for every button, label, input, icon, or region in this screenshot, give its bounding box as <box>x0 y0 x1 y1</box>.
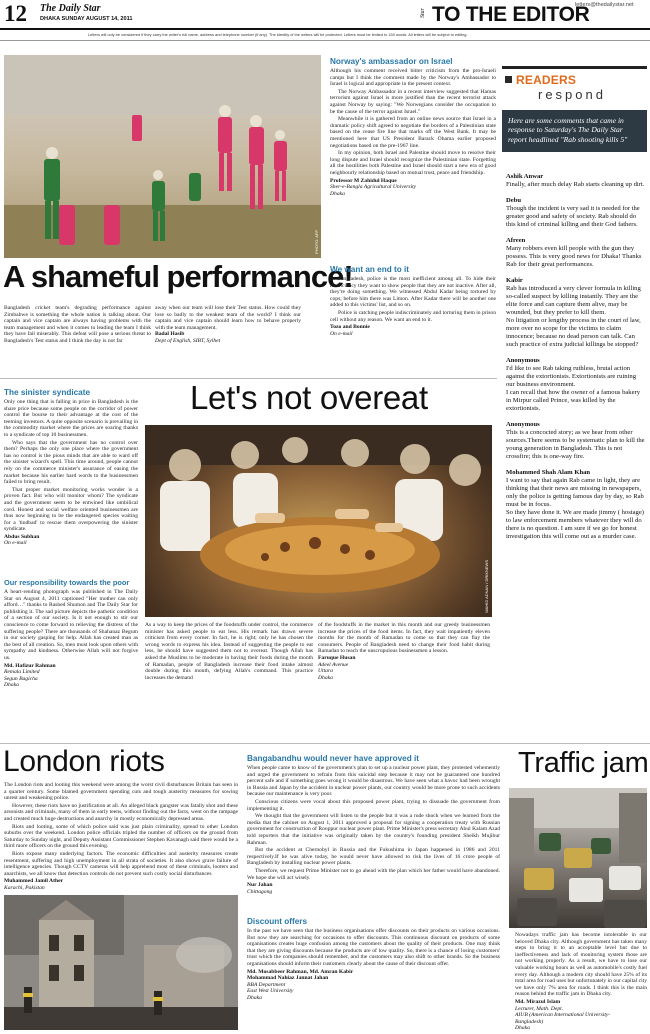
norway-letter <box>330 57 496 197</box>
norway-affiliation: Sher-e-Bangla Agricultural University <box>330 184 417 191</box>
overeat-author: Faruque Husan <box>318 654 356 661</box>
reader-text: This is a concocted story; as we hear from other sources.There seems to be systematic plan to kill the young generation in Bangladesh. This is not crossfire; this is one-way fire. <box>506 429 645 460</box>
sinister-affiliation: On e-mail <box>4 540 27 547</box>
sinister-title: The sinister syndicate <box>4 388 91 397</box>
london-headline: London riots <box>3 745 165 778</box>
bangabandhu-letter <box>247 754 500 895</box>
cricket-author: Badal Hasib <box>155 331 185 338</box>
overeat-col2-text: of the foodstuffs in the market in this month and our greedy businessmen increase the prices of the food items. In fact, they wait impatiently eleven months for the month of Ramadan to come so that they can flay the consumers. People of Bangladesh need to change their food habit during Ramadan to teach the unscrupulous businessmen a lesson. <box>318 622 490 655</box>
poverty-para: A heart-rending photograph was published in The Daily Star on August 4, 2011 captioned "Her mother can only afford…" thanks to Rashed Shumon and The Daily Star for publishing it. The sad picture depicts the pathetic condition of a section of our society. Is it not enough to stir our conscience to come forward to relieving the distress of the suffering people? There are thousands of Shahanaz Begum in our society gasping for help. Allah has created man as the best of all creation. So, men must look upon others with sympathy and kindness. Otherwise Allah will not forgive us. <box>4 589 138 661</box>
masthead <box>0 0 650 26</box>
bangabandhu-affiliation: Chittagong <box>247 888 273 895</box>
overeat-photo-credit: WAHID ADNAN / DRIKNEWS <box>484 560 489 613</box>
overeat-aff2: Uttara <box>318 668 333 675</box>
bangabandhu-para: When people came to know of the government's plan to set up a nuclear power plant, they protested vehemently and urged the government to refrain from this suicidal step because it may not be guaranteed one hundred percent safe and if something goes wrong it would be disastrous. We have seen what a havoc had been wrought in Russia and Japan by the accident in nuclear power plants, our country would be more prone to such accidents because our maintenance is very poor. <box>247 765 500 798</box>
traffic-author: Md. Mirazul Islam <box>515 998 561 1005</box>
crowd-food-illustration <box>145 425 492 617</box>
readers-intro: Here are some comments that came in response to Saturday's The Daily Star report headlined "Rab shooting kills 5" <box>502 110 647 152</box>
police-para: Police is catching people indiscriminately and torturing them in prison cell without any reason. We want an end to it. <box>330 309 496 323</box>
readers-title: READERS <box>516 73 577 87</box>
police-author: Tozo and Bonnie <box>330 324 370 331</box>
poverty-aff3: Dhaka <box>4 682 19 689</box>
readers-respond-panel <box>502 66 647 752</box>
london-letter <box>4 782 238 892</box>
norway-para: Meanwhile it is gathered from an online news source that Israel in a dramatic policy shift agreed to negotiate the borders of a Palestinian state based on the cease fire line that marks off the West Bank. It may be mentioned here that US President Barack Obama earlier proposed negotiations based on the pre-1967 line. <box>330 116 496 149</box>
discount-author2: Mohammad Nahiaz Jannat Jahan <box>247 975 329 982</box>
page-number: 12 <box>4 1 27 26</box>
sinister-para: That proper market monitoring works wonder is a proven fact. But who will monitor whom? The syndicate and the government seem to be entwined like umbilical cord. Honest and social welfare oriented businessmen are thus now beginning to be the endangered species waiting for a 'tindbad' to rescue them overpowering the sinister syndicate. <box>4 486 138 533</box>
police-affiliation: On e-mail <box>330 330 353 337</box>
reader-name: Debu <box>506 197 522 204</box>
overeat-col1: As a way to keep the prices of the foodstuffs under control, the commerce minister has asked people to eat less. His remark has drawn severe criticism from every corner. In fact, he is right; only he has chosen the wrong words to express his idea. Instead of suggesting the people to eat less, he should have suggested them not to overeat. Though Allah has asked the Muslims to be moderate in having their foods during the month of Ramadan, people of Bangladesh increase their food intake almost double during this month, defying Allah's command. This practice increases the demand <box>145 622 313 681</box>
sinister-para: Who says that the government has no control over them? Perhaps the only one place where the government has no control is the pious minds that are able to ward off the sinister wizard's spell. This time around, people cannot rely on the commerce minister's assurance of easing the market because his earlier hard words to the businessmen failed to bring result. <box>4 439 138 486</box>
bangabandhu-para: We thought that the government will listen to the people but it was a rude shock when we learned from the media that the cabinet on August 1, 2011 approved a proposal for signing a cooperation treaty with Russian government for construction of Rooppur nuclear power plant. Prime Minister's press secretary Abul Kalam Azad told reporters that the initiative was originally taken by the country's founding president Sheikh Mujibur Rahman. <box>247 813 500 846</box>
reader-comment <box>506 197 646 229</box>
poverty-aff2: Segun Bagicha <box>4 675 38 682</box>
bangabandhu-para: Therefore, we request Prime Minister not to go ahead with the plan which her father would have abandoned. We hope she will act wisely. <box>247 867 500 881</box>
discount-aff3: Dhaka <box>247 994 262 1001</box>
discount-aff2: East West University <box>247 988 294 995</box>
bangabandhu-title: Bangabandhu would never have approved it <box>247 754 419 763</box>
norway-body <box>330 68 496 177</box>
reader-text: Many robbers even kill people with the gun they possess. This is very good news for Dhaka! Thanks Rab for their great performances. <box>506 245 642 268</box>
traffic-letter <box>515 932 647 1032</box>
london-author: Muhammed Jamil Ather <box>4 878 64 885</box>
bangabandhu-author: Nur Jahan <box>247 882 273 889</box>
cricket-photo-credit: PHOTO: AFP <box>314 230 319 254</box>
traffic-photo <box>509 788 647 928</box>
letters-email[interactable]: letters@thedailystar.net <box>575 2 634 8</box>
london-affiliation: Karachi, Pakistan <box>4 884 45 891</box>
reader-text: Though the incident is very sad it is needed for the greater good and safety of society. Rab should do this kind of criminal killing and their God fathers. <box>506 205 640 228</box>
reader-comment <box>506 357 646 413</box>
poverty-letter <box>4 578 138 689</box>
notice-rule <box>0 40 650 41</box>
reader-comment <box>506 277 646 349</box>
traffic-para: Nowadays traffic jam has become intolerable in our beloved Dhaka city. Although government has taken many steps to bring it to an acceptable level but due to ineffectiveness and lack of monitoring system those are not working properly. As a result, we have to lose our valuable working hours as well as automobile's costly fuel every day. Although a modern city should have 25% of its total area for road uses but unfortunately in our capital city we have only 7% area for roads. I think this is the main reason behind the traffic jam in Dhaka city. <box>515 932 647 998</box>
readers-respond-header <box>502 66 647 106</box>
reader-comment <box>506 173 646 189</box>
cricket-photo <box>4 55 321 258</box>
norway-para: The Norway Ambassador in a recent interview suggested that Hamas terrorism against Israel is more justified than the recent terrorist attack against Norway by saying: "We Norwegians consider the occupation to be the cause of the terror against Israel." <box>330 88 496 115</box>
bangabandhu-body <box>247 765 500 881</box>
section-star: Star <box>420 7 426 18</box>
reader-text: Rab has introduced a very clever formula in killing so-called suspect by killing instantly. They are the elite force and can capture them alive, may be wounded, but they prefer to kill them. No litigation or lengthy process in the court of law, more over no scope for the victims to claim innocence; because no dead person can talk. Can such practice of extra judicial killings be stopped? <box>506 285 641 348</box>
reader-name: Anonymous <box>506 421 540 428</box>
london-para: However, these riots have no justification at all. An alleged black gangster was fatally shot and these arsonists and criminals, many of them in early teens, without finding out the facts, went on the rampage and created much huge destructions and anarchy in mostly economically depressed areas. <box>4 802 238 822</box>
police-title: We want an end to it <box>330 265 409 274</box>
discount-para: In the past we have seen that the business organisations offer discounts on their products on various occasions. But now they are searching for occasions to offer discounts. This continuous discount on products of some organisations creates huge confusion among the customers about the quality of their products. One may think that they are giving discounts because the products are of low quality. So, there is a chance of losing customers' trust which the companies should remember, and the customers may also shift to other brands. So the business organisations should inform their customers clearly about the cause of their discount offer. <box>247 928 500 967</box>
sinister-body <box>4 399 138 533</box>
bangabandhu-para: Conscious citizens were vocal about this proposed power plant, trying to dissuade the government from implementing it. <box>247 798 500 812</box>
overeat-col2 <box>318 622 490 681</box>
reader-comment <box>506 237 646 269</box>
poverty-aff1: Remala Limited <box>4 669 40 676</box>
discount-title: Discount offers <box>247 917 308 926</box>
masthead-rule <box>0 28 650 30</box>
reader-name: Afreen <box>506 237 526 244</box>
discount-body <box>247 928 500 968</box>
reader-text: I want to say that again Rab came in light, they are thinking that their news are missing in newspapers, only the police is getting famous day by day, so Rab must be in focus. So they have done it. We are made jimmy ( hostage) to law enforcement members whatever they will do there is no question. I am sure if we go for honest investigation this will come out as a murder case. <box>506 477 644 540</box>
sinister-author: Abdus Subhan <box>4 533 40 540</box>
paper-name: The Daily Star <box>40 3 101 14</box>
dateline: DHAKA SUNDAY AUGUST 14, 2011 <box>40 16 133 22</box>
section-title: TO THE EDITOR <box>432 3 590 26</box>
reader-name: Anonymous <box>506 357 540 364</box>
traffic-headline: Traffic jam <box>518 747 649 779</box>
traffic-aff1: Lecturer, Math. Dept. <box>515 1005 564 1012</box>
readers-comments <box>506 173 646 541</box>
london-para: Riots expose many underlying factors. The economic difficulties and austerity measures create resentment, suffering and high unemployment in all strata of societies. It also shows grave failure of intelligence agencies. Though CCTV cameras will help apprehend most of these criminals, looters and anarchists, we all know that detection controls do not prevent such costly social disturbances <box>4 850 238 877</box>
overeat-aff3: Dhaka <box>318 674 333 681</box>
reader-text: Finally, after much delay Rab starts cleaning up dirt. <box>506 181 645 188</box>
cricket-headline: A shameful performance! <box>3 259 353 294</box>
reader-name: Ashik Anwar <box>506 173 544 180</box>
poverty-body <box>4 589 138 662</box>
traffic-aff2: AIUB (American International University- <box>515 1012 611 1019</box>
reader-name: Kabir <box>506 277 523 284</box>
reader-text: I'd like to see Rab taking ruthless, brutal action against the extortionists. Extortionists are ruining our business environment. I can recall that how the owner of a famous bakery in Mirpur called Prince, was killed by the extortionists. <box>506 365 641 412</box>
norway-city: Dhaka <box>330 190 345 197</box>
submission-notice: Letters will only be considered if they carry the writer's full name, address and telephone number (if any). The identity of the writers will be protected. Letters must be limited to 150 words. All letters will be subject to editing. <box>88 32 468 37</box>
police-body <box>330 276 496 323</box>
reader-name: Mohammed Shah Alam Khan <box>506 469 591 476</box>
london-photo <box>4 895 238 1030</box>
norway-author: Professor M Zahidul Haque <box>330 177 397 184</box>
bangabandhu-para: But the accident at Chernobyl in Russia and the Fukushima in Japan happened in 1986 and 2011 respectively.If he was alive today, he would never have allowed to risk the lives of 16 crore people of Bangladesh by installing nuclear power plants. <box>247 847 500 867</box>
discount-letter <box>247 917 500 1002</box>
overeat-aff1: Adeel Avenue <box>318 661 349 668</box>
cricket-col2 <box>155 305 301 345</box>
london-body <box>4 782 238 877</box>
traffic-body <box>515 932 647 998</box>
cricket-players-illustration <box>4 55 321 258</box>
sinister-para: Only one thing that is falling in price in Bangladesh is the share price because some people on the corridor of power control the bourse to their advantage at the cost of the teeming investors. A quite opposite scenario is prevailing in the commodity market where the prices are soaring thanks to a syndicate of top 10 businessmen. <box>4 399 138 438</box>
respond-title: respond <box>538 87 606 102</box>
discount-author: Md. Mosabbeer Rahman, Md. Amran Kabir <box>247 968 354 975</box>
cricket-col2-text: away when our team will lose their Test status. How could they lose so badly to the weakest team of the world? I think our captain and vice captain should learn how to behave properly with the team management. <box>155 305 301 331</box>
london-para: The London riots and looting this weekend were among the worst civil disturbances Britain has seen in a quarter century. Some blamed government spending cuts and tough austerity measures for sowing unrest and weakening police. <box>4 782 238 802</box>
norway-para: In my opinion, both Israel and Palestine should move to resolve their long dispute and Israel should recognize the Palestinian state. Forgetting all the hostilities both Palestine and Israel should start a new era of good neighbourly relationship based on mutual trust, peace and friendship. <box>330 150 496 176</box>
police-letter <box>330 265 496 337</box>
poverty-author: Md. Hafizur Rahman <box>4 662 56 669</box>
norway-para: Although his comment received bitter criticism from the pro-Israeli camps but I think the comment made by the Norway's Ambassador to Israel is logical and appropriate in the present context. <box>330 68 496 88</box>
discount-aff1: BBA Department <box>247 981 286 988</box>
traffic-jam-illustration <box>509 788 647 928</box>
police-para: In Bangladesh, police is the most inefficient among all. To hide their inefficiency they want to show people that they are not inactive. After all, they're doing something. We witnessed Abdul Kadar being tortured by cops; before him there was Limon. After Kadar there will be another one added to this victims' list, and so on. <box>330 276 496 309</box>
cricket-col1: Bangladesh cricket team's degrading performance against Zimbabwe is something the whole nation is talking about. Our captain and vice captain are always having problems with the team management and when it comes to leading the team I think they have fail miserably. This defeat will pose a serious threat to Bangladesh's Test status and I think the day is not far <box>4 305 151 344</box>
sinister-letter <box>4 388 138 547</box>
reader-comment <box>506 421 646 461</box>
overeat-photo <box>145 425 492 617</box>
cricket-affiliation: Dept of English, SIBT, Sylhet <box>155 337 221 344</box>
reader-comment <box>506 469 646 541</box>
norway-title: Norway's ambassador on Israel <box>330 57 453 66</box>
overeat-headline: Let's not overeat <box>190 379 428 416</box>
poverty-title: Our responsibility towards the poor <box>4 578 130 587</box>
traffic-aff3: Bangladesh) <box>515 1018 544 1025</box>
readers-square-icon <box>505 76 512 83</box>
london-para: Riots and looting, some of which police said was just plain criminality, spread to other London suburbs over the weekend. London police officials tripled the number of officers on the ground from Saturday to Sunday night, and Deputy Assistant Commissioner Stephen Kavanagh said there would be a third more officers on the ground this evening. <box>4 823 238 850</box>
burning-building-illustration <box>4 895 238 1030</box>
traffic-aff4: Dhaka <box>515 1025 530 1032</box>
